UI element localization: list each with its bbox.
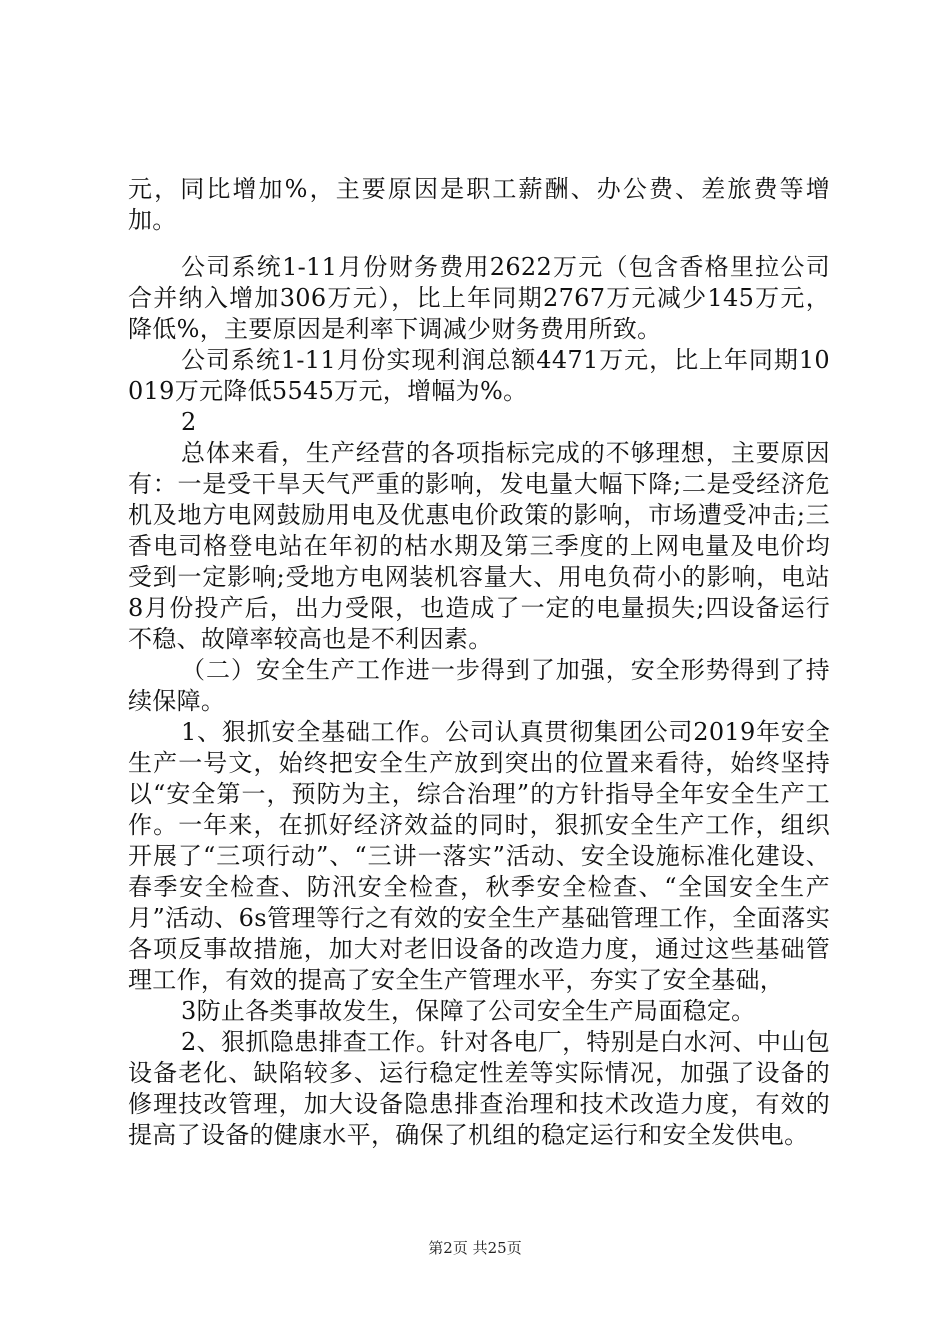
document-body <box>128 174 830 1151</box>
paragraph-admin-expense-tail: 元，同比增加%，主要原因是职工薪酬、办公费、差旅费等增加。 <box>128 175 830 234</box>
section-heading-safety: （二）安全生产工作进一步得到了加强，安全形势得到了持续保障。 <box>128 656 830 715</box>
paragraph-accident-prevention: 3防止各类事故发生，保障了公司安全生产局面稳定。 <box>181 997 756 1025</box>
paragraph-overall-analysis: 总体来看，生产经营的各项指标完成的不够理想，主要原因有：一是受干旱天气严重的影响，发电量大幅下降;二是受经济危机及地方电网鼓励用电及优惠电价政策的影响，市场遭受冲击;三香电司格登电站在年初的枯水期及第三季度的上网电量及电价均受到一定影响;受地方电网装机容量大、用电负荷小的影响，电站8月份投产后，出力受限，也造成了一定的电量损失;四设备运行不稳、故障率较高也是不利因素。 <box>128 439 830 653</box>
page-footer: 第2页 共25页 <box>428 1239 522 1257</box>
paragraph-financial-expense: 公司系统1-11月份财务费用2622万元（包含香格里拉公司合并纳入增加306万元），比上年同期2767万元减少145万元，降低%，主要原因是利率下调减少财务费用所致。 <box>128 253 830 343</box>
paragraph-hazard-inspection: 2、狠抓隐患排查工作。针对各电厂，特别是白水河、中山包设备老化、缺陷较多、运行稳定性差等实际情况，加强了设备的修理技改管理，加大设备隐患排查治理和技术改造力度，有效的提高了设备的健康水平，确保了机组的稳定运行和安全发供电。 <box>128 1028 830 1149</box>
paragraph-safety-foundation: 1、狠抓安全基础工作。公司认真贯彻集团公司2019年安全生产一号文，始终把安全生产放到突出的位置来看待，始终坚持以“安全第一，预防为主，综合治理”的方针指导全年安全生产工作。一年来，在抓好经济效益的同时，狠抓安全生产工作，组织开展了“三项行动”、“三讲一落实”活动、安全设施标准化建设、春季安全检查、防汛安全检查，秋季安全检查、“全国安全生产月”活动、6s管理等行之有效的安全生产基础管理工作，全面落实各项反事故措施，加大对老旧设备的改造力度，通过这些基础管理工作，有效的提高了安全生产管理水平，夯实了安全基础， <box>128 718 830 994</box>
paragraph-total-profit: 公司系统1-11月份实现利润总额4471万元，比上年同期10019万元降低5545万元，增幅为%。 <box>128 346 830 405</box>
paragraph-marker-2: 2 <box>181 408 197 436</box>
